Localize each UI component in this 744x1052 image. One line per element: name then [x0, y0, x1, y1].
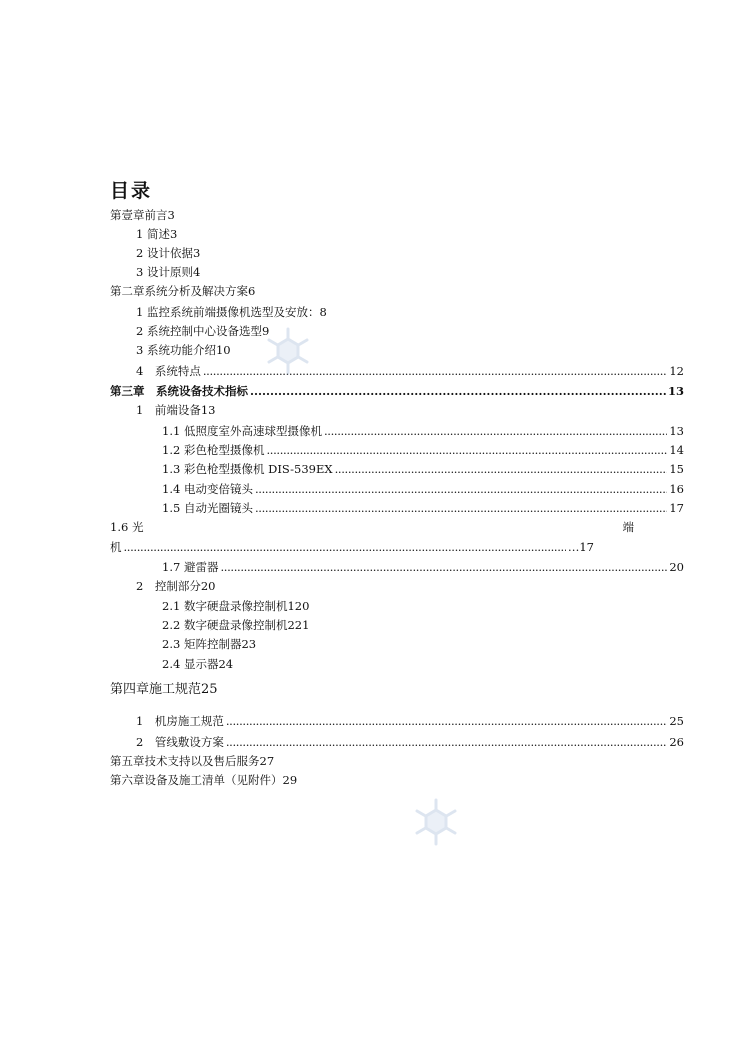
toc-entry[interactable]: [110, 540, 594, 554]
toc-entry[interactable]: [110, 773, 297, 787]
snowflake-watermark-icon: [410, 796, 462, 848]
toc-entry[interactable]: [136, 579, 215, 593]
entry-text-tail: 端: [622, 520, 634, 534]
entry-page: 14: [669, 443, 684, 457]
toc-entry[interactable]: [110, 754, 274, 768]
toc-entry[interactable]: [136, 324, 269, 338]
entry-text: 2 控制部分20: [136, 579, 216, 593]
dot-leader: [226, 714, 668, 728]
entry-text: 1 前端设备13: [136, 403, 216, 417]
entry-text: 1.4 电动变倍镜头: [162, 482, 253, 496]
dot-leader: [255, 482, 667, 496]
toc-entry[interactable]: [162, 501, 684, 515]
entry-text: 第三章 系统设备技术指标: [110, 384, 248, 398]
dot-leader: [124, 540, 566, 554]
toc-entry[interactable]: [162, 560, 684, 574]
entry-page: 15: [669, 462, 684, 476]
toc-entry[interactable]: [110, 384, 684, 398]
toc-entry[interactable]: [110, 520, 634, 534]
entry-page: 12: [669, 364, 684, 378]
entry-page: 13: [667, 384, 684, 398]
entry-text: 第壹章前言3: [110, 208, 175, 222]
snowflake-watermark-icon: [262, 325, 314, 377]
entry-page: 20: [669, 560, 684, 574]
toc-entry[interactable]: [162, 599, 309, 613]
entry-text: 1.2 彩色枪型摄像机: [162, 443, 265, 457]
entry-text: 1 简述3: [136, 227, 178, 241]
entry-text: 2.3 矩阵控制器23: [162, 637, 257, 651]
toc-entry[interactable]: [162, 462, 684, 476]
entry-text: 1 监控系统前端摄像机选型及安放：8: [136, 305, 327, 319]
entry-text: 1.1 低照度室外高速球型摄像机: [162, 424, 322, 438]
toc-entry[interactable]: [162, 618, 309, 632]
dot-leader: [266, 443, 667, 457]
entry-text: 2 设计依据3: [136, 246, 201, 260]
entry-text: 1.3 彩色枪型摄像机 DIS-539EX: [162, 462, 333, 476]
dot-leader: [324, 424, 667, 438]
entry-text: 2 管线敷设方案: [136, 735, 224, 749]
entry-text: 第二章系统分析及解决方案6: [110, 284, 256, 298]
entry-text: 2.2 数字硬盘录像控制机221: [162, 618, 310, 632]
entry-page: 26: [669, 735, 684, 749]
toc-entry[interactable]: [136, 735, 684, 749]
entry-text: 第四章施工规范25: [110, 682, 218, 697]
entry-text: 1 机房施工规范: [136, 714, 224, 728]
entry-text: 2 系统控制中心设备选型9: [136, 324, 270, 338]
entry-text: 1.5 自动光圈镜头: [162, 501, 253, 515]
entry-text: 2.1 数字硬盘录像控制机120: [162, 599, 310, 613]
toc-entry[interactable]: [136, 403, 215, 417]
entry-text: 1.7 避雷器: [162, 560, 219, 574]
entry-text: 3 系统功能介绍10: [136, 343, 231, 357]
toc-entry[interactable]: [162, 657, 233, 671]
entry-text: 2.4 显示器24: [162, 657, 234, 671]
toc-entry[interactable]: [136, 714, 684, 728]
toc-entry[interactable]: [136, 305, 327, 319]
entry-text: 第五章技术支持以及售后服务27: [110, 754, 275, 768]
entry-page: …17: [567, 540, 594, 554]
toc-entry[interactable]: [136, 265, 200, 279]
entry-page: 25: [669, 714, 684, 728]
toc-entry[interactable]: [162, 424, 684, 438]
entry-text: 第六章设备及施工清单（见附件）29: [110, 773, 298, 787]
toc-entry[interactable]: [162, 443, 684, 457]
toc-entry[interactable]: [110, 208, 175, 222]
toc-entry[interactable]: [162, 637, 256, 651]
entry-text: 机: [110, 540, 122, 554]
toc-entry[interactable]: [110, 683, 218, 697]
toc-entry[interactable]: [162, 482, 684, 496]
dot-leader: [250, 384, 666, 398]
dot-leader: [255, 501, 667, 515]
entry-text: 4 系统特点: [136, 364, 201, 378]
entry-page: 17: [669, 501, 684, 515]
toc-entry[interactable]: [110, 284, 255, 298]
entry-page: 13: [669, 424, 684, 438]
toc-entry[interactable]: [136, 343, 231, 357]
toc-title: 目录: [110, 180, 153, 202]
entry-text: 3 设计原则4: [136, 265, 201, 279]
toc-entry[interactable]: [136, 364, 684, 378]
entry-page: 16: [669, 482, 684, 496]
entry-text: 1.6 光: [110, 520, 144, 534]
dot-leader: [226, 735, 668, 749]
dot-leader: [335, 462, 668, 476]
toc-entry[interactable]: [136, 227, 177, 241]
dot-leader: [220, 560, 667, 574]
toc-entry[interactable]: [136, 246, 200, 260]
